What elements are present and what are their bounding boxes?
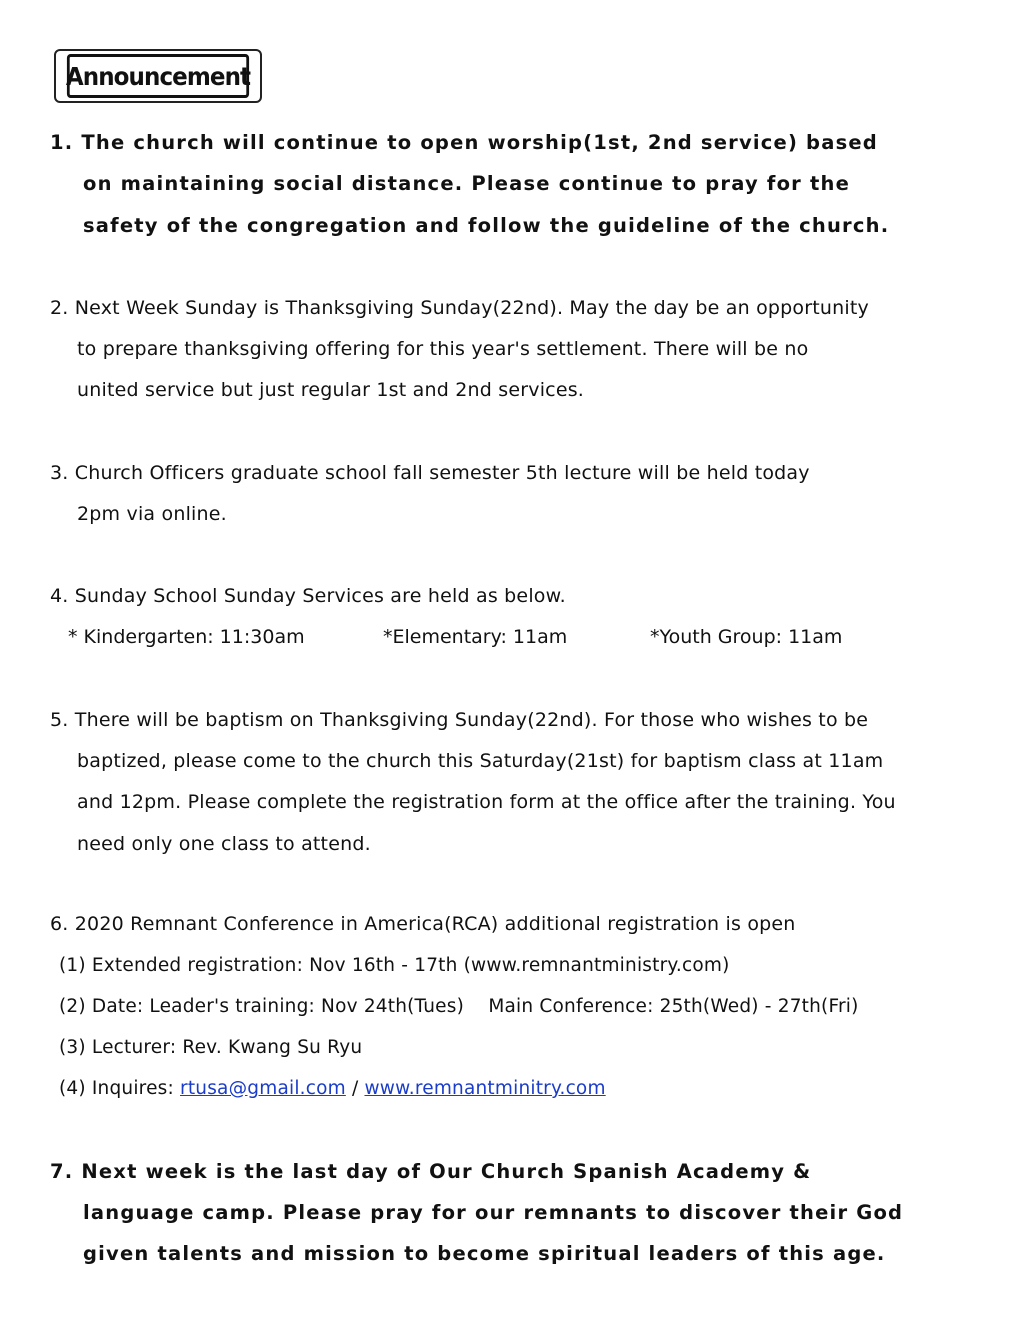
- announcement-title-box: [54, 49, 262, 103]
- item1-line2: on maintaining social distance. Please continue to pray for the: [83, 172, 851, 195]
- item5-line3: and 12pm. Please complete the registration form at the office after the training. You: [77, 791, 896, 813]
- item1-line3: safety of the congregation and follow the guideline of the church.: [83, 214, 890, 237]
- item6-sub2: (2) Date: Leader's training: Nov 24th(Tues) Main Conference: 25th(Wed) - 27th(Fri): [59, 996, 859, 1017]
- page-title: Announcement: [67, 54, 249, 98]
- item3-line2: 2pm via online.: [77, 503, 227, 525]
- item2-line2: to prepare thanksgiving offering for this year's settlement. There will be no: [77, 338, 809, 360]
- inquires-label: (4) Inquires:: [59, 1078, 181, 1099]
- item4-line1: 4. Sunday School Sunday Services are held as below.: [50, 585, 566, 607]
- item6-line1: 6. 2020 Remnant Conference in America(RCA) additional registration is open: [50, 913, 796, 935]
- kindergarten-time: * Kindergarten: 11:30am: [68, 626, 305, 648]
- website-link[interactable]: www.remnantminitry.com: [364, 1078, 606, 1099]
- item2-line3: united service but just regular 1st and 2nd services.: [77, 379, 585, 401]
- item6-sub1: (1) Extended registration: Nov 16th - 17th (www.remnantministry.com): [59, 955, 730, 976]
- item6-sub3: (3) Lecturer: Rev. Kwang Su Ryu: [59, 1037, 363, 1058]
- item3-line1: 3. Church Officers graduate school fall semester 5th lecture will be held today: [50, 462, 810, 484]
- elementary-time: *Elementary: 11am: [383, 626, 568, 648]
- link-separator: /: [345, 1078, 365, 1099]
- email-link[interactable]: rtusa@gmail.com: [180, 1078, 346, 1099]
- item1-line1: 1. The church will continue to open worship(1st, 2nd service) based: [50, 131, 878, 154]
- item6-sub4: [59, 1078, 606, 1099]
- item5-line1: 5. There will be baptism on Thanksgiving Sunday(22nd). For those who wishes to be: [50, 709, 869, 731]
- item5-line4: need only one class to attend.: [77, 833, 371, 855]
- item7-line2: language camp. Please pray for our remnants to discover their God: [83, 1201, 904, 1224]
- sunday-school-schedule: [0, 626, 1020, 654]
- youth-group-time: *Youth Group: 11am: [650, 626, 843, 648]
- item7-line1: 7. Next week is the last day of Our Church Spanish Academy &: [50, 1160, 812, 1183]
- item5-line2: baptized, please come to the church this Saturday(21st) for baptism class at 11am: [77, 750, 884, 772]
- item7-line3: given talents and mission to become spiritual leaders of this age.: [83, 1242, 886, 1265]
- item2-line1: 2. Next Week Sunday is Thanksgiving Sunday(22nd). May the day be an opportunity: [50, 297, 869, 319]
